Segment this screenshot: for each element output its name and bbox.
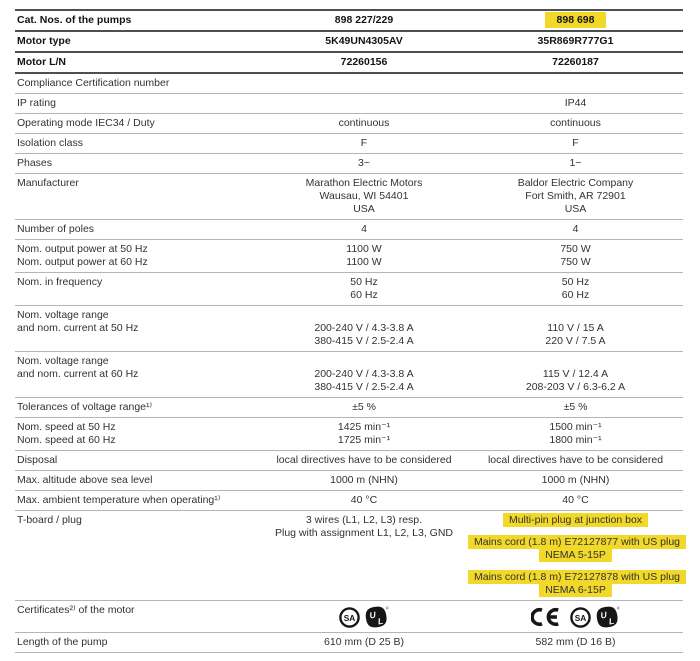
cell-text: 582 mm (D 16 B)	[535, 636, 616, 648]
cell-text: 1100 W	[346, 256, 382, 268]
row-label-compliance-cert-number	[15, 77, 260, 90]
table-row-voltage-current-60hz	[15, 352, 683, 398]
value-898-227-229-output-power	[260, 243, 468, 269]
table-row-voltage-tolerances	[15, 398, 683, 418]
cell-text: Phases	[17, 157, 53, 169]
cell-text: T-board / plug	[17, 514, 82, 526]
table-row-output-power	[15, 240, 683, 273]
table-row-isolation-class	[15, 134, 683, 154]
cell-text: Baldor Electric Company	[517, 177, 634, 189]
cell-text: 50 Hz	[561, 276, 590, 288]
row-label-voltage-tolerances	[15, 401, 260, 414]
value-898-227-229-number-of-poles	[260, 223, 468, 236]
value-898-227-229-max-ambient-temp	[260, 494, 468, 507]
cell-text: Isolation class	[17, 137, 83, 149]
cell-text: and nom. current at 50 Hz	[17, 322, 139, 334]
svg-text:®: ®	[616, 606, 620, 611]
table-row-ip-rating	[15, 94, 683, 114]
value-898-698-isolation-class	[468, 137, 683, 150]
cell-text: Nom. output power at 50 Hz	[17, 243, 148, 255]
cell-text: 1500 min⁻¹	[549, 421, 602, 433]
svg-text:SA: SA	[343, 612, 356, 623]
value-898-227-229-pump-length	[260, 636, 468, 649]
row-label-t-board-plug	[15, 514, 260, 527]
cell-text: 4	[361, 223, 367, 235]
cell-text: 3 wires (L1, L2, L3) resp.	[305, 514, 423, 526]
table-row-cat-nos	[15, 11, 683, 32]
cell-text: local directives have to be considered	[487, 454, 664, 466]
highlighted-text: Mains cord (1.8 m) E72127878 with US plug NEMA 6-15P	[468, 570, 686, 597]
value-898-698-operating-mode	[468, 117, 683, 130]
value-898-698-output-power	[468, 243, 683, 269]
value-898-227-229-speed	[260, 421, 468, 447]
cell-text: 1100 W	[346, 243, 382, 255]
cell-text: USA	[564, 203, 587, 215]
cell-text: Motor L/N	[17, 56, 66, 68]
cell-text: continuous	[550, 117, 601, 129]
value-898-698-motor-ln	[468, 56, 683, 69]
row-label-phases	[15, 157, 260, 170]
cell-text: Disposal	[17, 454, 58, 466]
cell-text: 72260187	[552, 56, 599, 68]
value-898-227-229-manufacturer	[260, 177, 468, 216]
table-row-voltage-current-50hz	[15, 306, 683, 352]
cell-text: 1725 min⁻¹	[337, 434, 391, 446]
cell-text: 1425 min⁻¹	[337, 421, 391, 433]
cell-text: 1800 min⁻¹	[549, 434, 602, 446]
cell-text: 208-203 V / 6.3-6.2 A	[525, 381, 626, 393]
row-label-operating-mode	[15, 117, 260, 130]
cell-text: F	[360, 137, 368, 149]
cell-text: Wausau, WI 54401	[319, 190, 409, 202]
row-label-output-power	[15, 243, 260, 269]
cell-text: Nom. voltage range	[17, 355, 109, 367]
highlighted-text: 898 698	[545, 12, 607, 28]
cell-text: Cat. Nos. of the pumps	[17, 14, 132, 26]
ce-icon	[531, 607, 565, 627]
cell-text: Operating mode IEC34 / Duty	[17, 117, 155, 129]
cell-text: 72260156	[340, 56, 388, 68]
cell-text: 200-240 V / 4.3-3.8 A	[314, 322, 414, 334]
row-label-voltage-current-50hz	[15, 309, 260, 335]
value-898-698-t-board-plug	[468, 514, 683, 597]
cell-text: 35R869R777G1	[537, 35, 614, 47]
csa-icon	[570, 607, 591, 628]
table-row-number-of-poles	[15, 220, 683, 240]
svg-text:®: ®	[385, 606, 389, 611]
cell-text: 380-415 V / 2.5-2.4 A	[314, 335, 414, 347]
cell-text: Nom. output power at 60 Hz	[17, 256, 148, 268]
cell-text: and nom. current at 60 Hz	[17, 368, 139, 380]
cell-text: Plug with assignment L1, L2, L3, GND	[274, 527, 453, 539]
row-label-speed	[15, 421, 260, 447]
cell-text: 220 V / 7.5 A	[545, 335, 606, 347]
ul-icon	[365, 605, 389, 629]
svg-text:L: L	[608, 615, 615, 627]
table-row-phases	[15, 154, 683, 174]
value-898-227-229-voltage-current-60hz	[260, 355, 468, 394]
row-label-ip-rating	[15, 97, 260, 110]
cell-text: Certificates²⁾ of the motor	[17, 604, 135, 616]
cell-text: Number of poles	[17, 223, 95, 235]
value-898-698-motor-type	[468, 35, 683, 48]
cell-text: 1000 m (NHN)	[330, 474, 398, 486]
cell-text: 1000 m (NHN)	[541, 474, 610, 486]
table-row-manufacturer	[15, 174, 683, 220]
table-row-motor-type	[15, 32, 683, 53]
pump-spec-table	[15, 9, 683, 653]
cell-text: Nom. speed at 60 Hz	[17, 434, 116, 446]
table-row-t-board-plug	[15, 511, 683, 601]
value-898-698-certificates	[468, 604, 683, 629]
cell-text: Tolerances of voltage range¹⁾	[17, 401, 153, 413]
highlighted-text: Mains cord (1.8 m) E72127877 with US plug NEMA 5-15P	[468, 535, 686, 562]
row-label-max-ambient-temp	[15, 494, 260, 507]
cell-text: Nom. in frequency	[17, 276, 103, 288]
row-label-number-of-poles	[15, 223, 260, 236]
row-label-in-frequency	[15, 276, 260, 289]
row-label-manufacturer	[15, 177, 260, 190]
cell-text: Marathon Electric Motors	[305, 177, 423, 189]
cell-text: Compliance Certification number	[17, 77, 170, 89]
row-label-certificates	[15, 604, 260, 617]
highlighted-text: Multi-pin plug at junction box	[503, 513, 648, 527]
value-898-698-max-ambient-temp	[468, 494, 683, 507]
table-row-motor-ln	[15, 53, 683, 74]
value-898-698-number-of-poles	[468, 223, 683, 236]
cell-text: Max. altitude above sea level	[17, 474, 153, 486]
value-898-698-ip-rating	[468, 97, 683, 110]
cell-text: 5K49UN4305AV	[325, 35, 403, 47]
value-898-227-229-phases	[260, 157, 468, 170]
row-label-cat-nos	[15, 14, 260, 27]
table-row-disposal	[15, 451, 683, 471]
cell-text: 200-240 V / 4.3-3.8 A	[314, 368, 414, 380]
cell-text: Nom. speed at 50 Hz	[17, 421, 116, 433]
value-898-698-in-frequency	[468, 276, 683, 302]
value-898-698-voltage-current-50hz	[468, 309, 683, 348]
row-label-pump-length	[15, 636, 260, 649]
svg-text:SA: SA	[574, 612, 587, 623]
cell-text: 50 Hz	[350, 276, 378, 288]
cell-text: 750 W	[560, 256, 591, 268]
cell-text: 4	[572, 223, 579, 235]
cell-text: Length of the pump	[17, 636, 108, 648]
value-898-227-229-in-frequency	[260, 276, 468, 302]
row-label-isolation-class	[15, 137, 260, 150]
cell-text: 110 V / 15 A	[547, 322, 604, 334]
value-898-698-voltage-current-60hz	[468, 355, 683, 394]
cell-text: 40 °C	[562, 494, 589, 506]
table-row-max-ambient-temp	[15, 491, 683, 511]
value-898-227-229-max-altitude	[260, 474, 468, 487]
value-898-227-229-disposal	[260, 454, 468, 467]
cell-text: Motor type	[17, 35, 71, 47]
value-898-698-pump-length	[468, 636, 683, 649]
row-label-max-altitude	[15, 474, 260, 487]
cell-text: USA	[353, 203, 375, 215]
ul-icon	[596, 605, 620, 629]
svg-text:U: U	[599, 609, 608, 621]
value-898-698-cat-nos	[468, 14, 683, 27]
cell-text: IP44	[564, 97, 587, 109]
value-898-227-229-isolation-class	[260, 137, 468, 150]
cell-text: F	[572, 137, 579, 149]
value-898-227-229-voltage-tolerances	[260, 401, 468, 414]
table-row-operating-mode	[15, 114, 683, 134]
table-row-max-altitude	[15, 471, 683, 491]
value-898-698-max-altitude	[468, 474, 683, 487]
table-row-speed	[15, 418, 683, 451]
cell-text: 60 Hz	[350, 289, 378, 301]
row-label-motor-ln	[15, 56, 260, 69]
value-898-227-229-motor-ln	[260, 56, 468, 69]
cell-text: Max. ambient temperature when operating¹⁾	[17, 494, 221, 506]
cell-text: 1~	[569, 157, 582, 169]
cell-text: 3~	[358, 157, 370, 169]
cell-text: ±5 %	[563, 401, 588, 413]
value-898-698-manufacturer	[468, 177, 683, 216]
table-row-in-frequency	[15, 273, 683, 306]
cell-text: 898 227/229	[334, 14, 394, 26]
cell-text: local directives have to be considered	[276, 454, 452, 466]
value-898-698-speed	[468, 421, 683, 447]
cell-text: 750 W	[560, 243, 591, 255]
table-row-pump-length	[15, 633, 683, 653]
row-label-disposal	[15, 454, 260, 467]
value-898-698-voltage-tolerances	[468, 401, 683, 414]
svg-text:U: U	[368, 609, 377, 621]
cell-text: Manufacturer	[17, 177, 79, 189]
value-898-227-229-motor-type	[260, 35, 468, 48]
svg-text:L: L	[377, 615, 384, 627]
cell-text: 115 V / 12.4 A	[542, 368, 609, 380]
cell-text: Nom. voltage range	[17, 309, 109, 321]
cell-text: 380-415 V / 2.5-2.4 A	[314, 381, 414, 393]
row-label-motor-type	[15, 35, 260, 48]
value-898-227-229-operating-mode	[260, 117, 468, 130]
value-898-698-disposal	[468, 454, 683, 467]
cell-text: 60 Hz	[561, 289, 590, 301]
value-898-227-229-certificates	[260, 604, 468, 629]
value-898-227-229-cat-nos	[260, 14, 468, 27]
value-898-227-229-t-board-plug	[260, 514, 468, 540]
cell-text: continuous	[338, 117, 390, 129]
cell-text: 40 °C	[350, 494, 378, 506]
cell-text: ±5 %	[352, 401, 376, 413]
row-label-voltage-current-60hz	[15, 355, 260, 381]
value-898-698-phases	[468, 157, 683, 170]
table-row-certificates	[15, 601, 683, 633]
csa-icon	[339, 607, 360, 628]
cell-text: Fort Smith, AR 72901	[525, 190, 626, 202]
cell-text: 610 mm (D 25 B)	[324, 636, 404, 648]
cell-text: IP rating	[17, 97, 56, 109]
value-898-227-229-voltage-current-50hz	[260, 309, 468, 348]
table-row-compliance-cert-number	[15, 74, 683, 94]
